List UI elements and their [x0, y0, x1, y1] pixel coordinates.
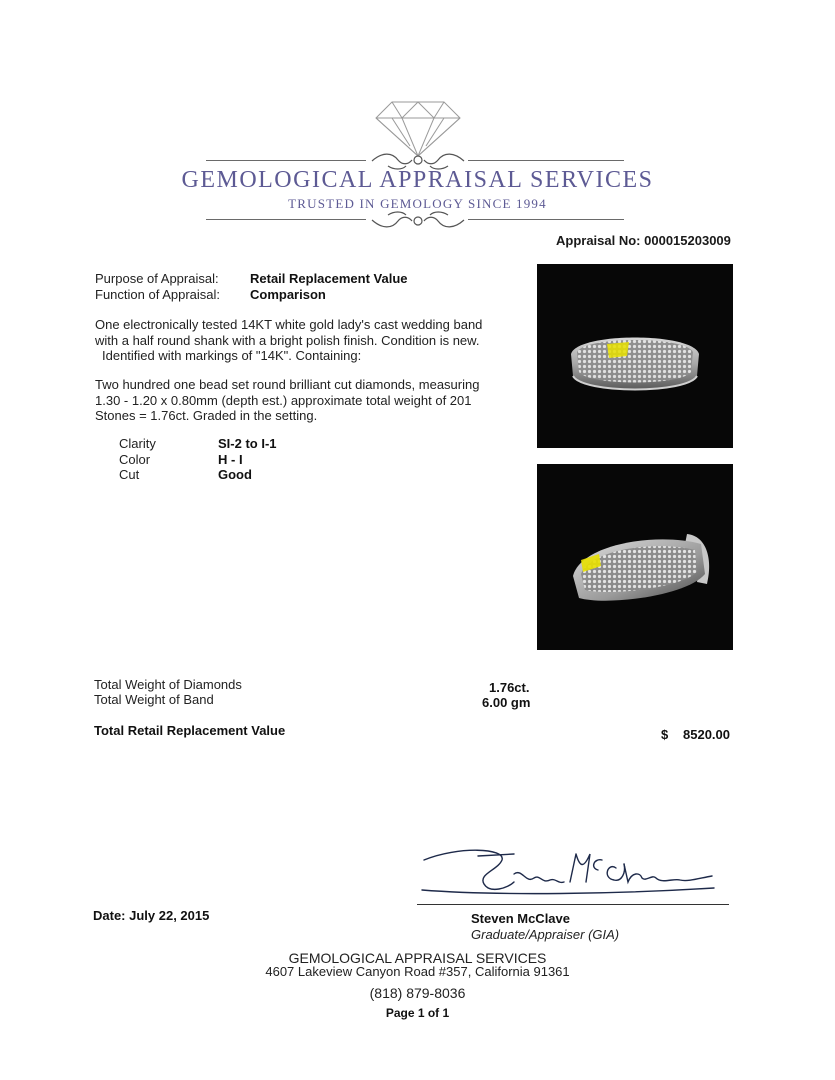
- item-description: [95, 317, 482, 364]
- purpose-label: Purpose of Appraisal:: [95, 271, 219, 286]
- grade-label-color: Color: [119, 452, 151, 467]
- ring-photo-angle: [537, 464, 733, 650]
- appraisal-number: Appraisal No: 000015203009: [556, 233, 731, 248]
- stones-line: Stones = 1.76ct. Graded in the setting.: [95, 408, 318, 423]
- total-diamonds-value: 1.76ct.: [489, 680, 530, 695]
- ring-photo-front: [537, 264, 733, 448]
- appraiser-title: Graduate/Appraiser (GIA): [471, 927, 620, 942]
- company-tagline: TRUSTED IN GEMOLOGY SINCE 1994: [288, 196, 547, 211]
- total-band-label: Total Weight of Band: [94, 692, 214, 707]
- header-rule-bottom-left: [206, 219, 366, 220]
- header-rule-top-left: [206, 160, 366, 161]
- footer-address: 4607 Lakeview Canyon Road #357, California 91361: [265, 964, 570, 979]
- grade-value-color: H - I: [218, 452, 243, 467]
- grade-value-clarity: SI-2 to I-1: [218, 436, 277, 451]
- grade-label-clarity: Clarity: [119, 436, 156, 451]
- footer-company: GEMOLOGICAL APPRAISAL SERVICES: [288, 950, 547, 966]
- function-value: Comparison: [250, 287, 326, 302]
- company-brand-title: GEMOLOGICAL APPRAISAL SERVICES: [181, 167, 654, 193]
- description-line: with a half round shank with a bright polish finish. Condition is new.: [95, 332, 480, 348]
- total-retail-value: 8520.00: [683, 727, 730, 742]
- appraiser-signature: [418, 838, 718, 902]
- stones-line: Two hundred one bead set round brilliant cut diamonds, measuring: [95, 377, 480, 392]
- appraisal-date: Date: July 22, 2015: [93, 908, 210, 923]
- grade-label-cut: Cut: [119, 467, 140, 482]
- header-rule-top-right: [468, 160, 624, 161]
- footer-phone: (818) 879-8036: [369, 985, 466, 1001]
- total-band-value: 6.00 gm: [482, 695, 531, 710]
- stones-description: [95, 377, 479, 424]
- total-retail-currency: $: [661, 727, 669, 742]
- description-line: One electronically tested 14KT white gold lady's cast wedding band: [95, 317, 483, 332]
- footer-page-number: Page 1 of 1: [385, 1006, 450, 1020]
- appraiser-name: Steven McClave: [471, 911, 570, 926]
- total-diamonds-label: Total Weight of Diamonds: [94, 677, 242, 692]
- grade-value-cut: Good: [218, 467, 252, 482]
- signature-line: [417, 904, 729, 905]
- flourish-bottom-icon: [368, 209, 468, 231]
- total-retail-label: Total Retail Replacement Value: [94, 723, 286, 738]
- purpose-value: Retail Replacement Value: [250, 271, 408, 286]
- ring-angle-illustration: [537, 464, 733, 650]
- header-rule-bottom-right: [468, 219, 624, 220]
- function-label: Function of Appraisal:: [95, 287, 221, 302]
- stones-line: 1.30 - 1.20 x 0.80mm (depth est.) approximate total weight of 201: [95, 392, 472, 408]
- description-line: Identified with markings of "14K". Containing:: [102, 348, 362, 363]
- ring-front-illustration: [537, 264, 733, 448]
